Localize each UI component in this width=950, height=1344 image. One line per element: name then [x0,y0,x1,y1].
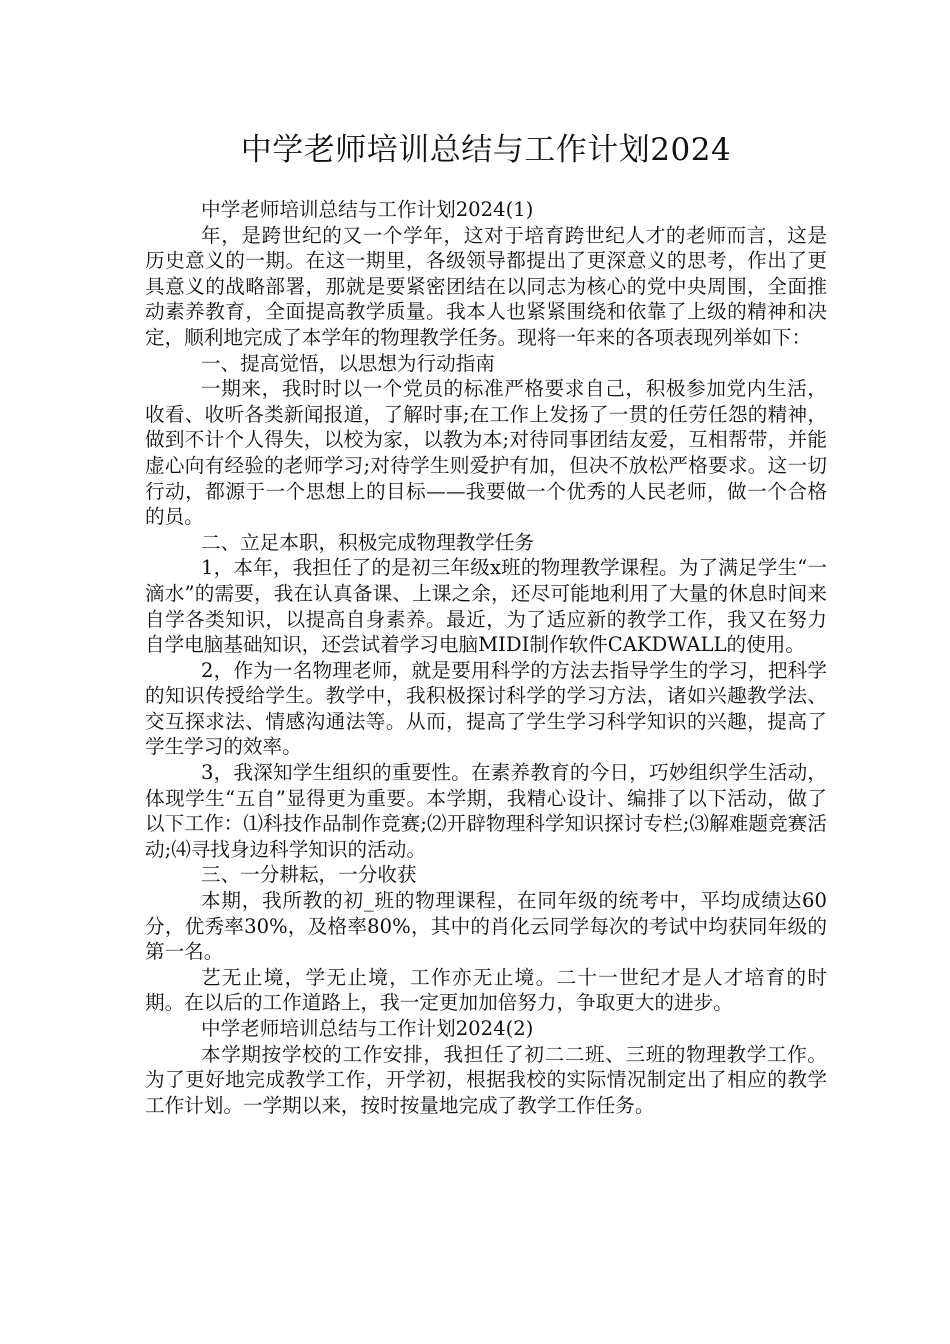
document-page [145,128,827,1118]
section-heading-awareness: 一、提高觉悟，以思想为行动指南 [201,351,495,375]
section-heading-part-2: 中学老师培训总结与工作计划2024(2) [201,1017,534,1040]
closing-paragraph: 艺无止境，学无止境，工作亦无止境。二十一世纪才是人才培育的时期。在以后的工作道路上，我一定更加加倍努力，争取更大的进步。 [145,965,827,1015]
document-title: 中学老师培训总结与工作计划2024 [240,132,732,168]
awareness-paragraph: 一期来，我时时以一个党员的标准严格要求自己，积极参加党内生活，收看、收听各类新闻报道，了解时事;在工作上发扬了一贯的任劳任怨的精神，做到不计个人得失，以校为家，以教为本;对待同事团结友爱，互相帮带，并能虚心向有经验的老师学习;对待学生则爱护有加，但决不放松严格要求。这一切行动，都源于一个思想上的目标——我要做一个优秀的人民老师，做一个合格的员。 [145,377,827,529]
teaching-item-3: 3，我深知学生组织的重要性。在素养教育的今日，巧妙组织学生活动，体现学生“五自”显得更为重要。本学期，我精心设计、编排了以下活动，做了以下工作：⑴科技作品制作竞赛;⑵开辟物理科学知识探讨专栏;⑶解难题竞赛活动;⑷寻找身边科学知识的活动。 [145,761,827,861]
document-body [145,197,827,1118]
teaching-item-2: 2，作为一名物理老师，就是要用科学的方法去指导学生的学习，把科学的知识传授给学生。教学中，我积极探讨科学的学习方法，诸如兴趣教学法、交互探求法、情感沟通法等。从而，提高了学生学习科学知识的兴趣，提高了学生学习的效率。 [145,658,827,759]
teaching-item-1: 1，本年，我担任了的是初三年级x班的物理教学课程。为了满足学生“一滴水”的需要，我在认真备课、上课之余，还尽可能地利用了大量的休息时间来自学各类知识，以提高自身素养。最近，为了适应新的教学工作，我又在努力自学电脑基础知识，还尝试着学习电脑MIDI制作软件CAKDWALL的使用。 [145,556,827,657]
section-heading-teaching-tasks: 二、立足本职，积极完成物理教学任务 [201,530,535,554]
section-heading-harvest: 三、一分耕耘，一分收获 [201,863,417,887]
intro-paragraph: 年，是跨世纪的又一个学年，这对于培育跨世纪人才的老师而言，这是历史意义的一期。在这一期里，各级领导都提出了更深意义的思考，作出了更具意义的战略部署，那就是要紧密团结在以同志为核心的党中央周围，全面推动素养教育，全面提高教学质量。我本人也紧紧围绕和依靠了上级的精神和决定，顺利地完成了本学年的物理教学任务。现将一年来的各项表现列举如下： [145,223,827,349]
part-2-paragraph: 本学期按学校的工作安排，我担任了初二二班、三班的物理教学工作。为了更好地完成教学工作，开学初，根据我校的实际情况制定出了相应的教学工作计划。一学期以来，按时按量地完成了教学工作任务。 [145,1042,827,1117]
section-heading-part-1: 中学老师培训总结与工作计划2024(1) [201,198,534,221]
results-paragraph: 本期，我所教的初_班的物理课程，在同年级的统考中，平均成绩达60分，优秀率30%，及格率80%，其中的肖化云同学每次的考试中均获同年级的第一名。 [145,889,827,964]
